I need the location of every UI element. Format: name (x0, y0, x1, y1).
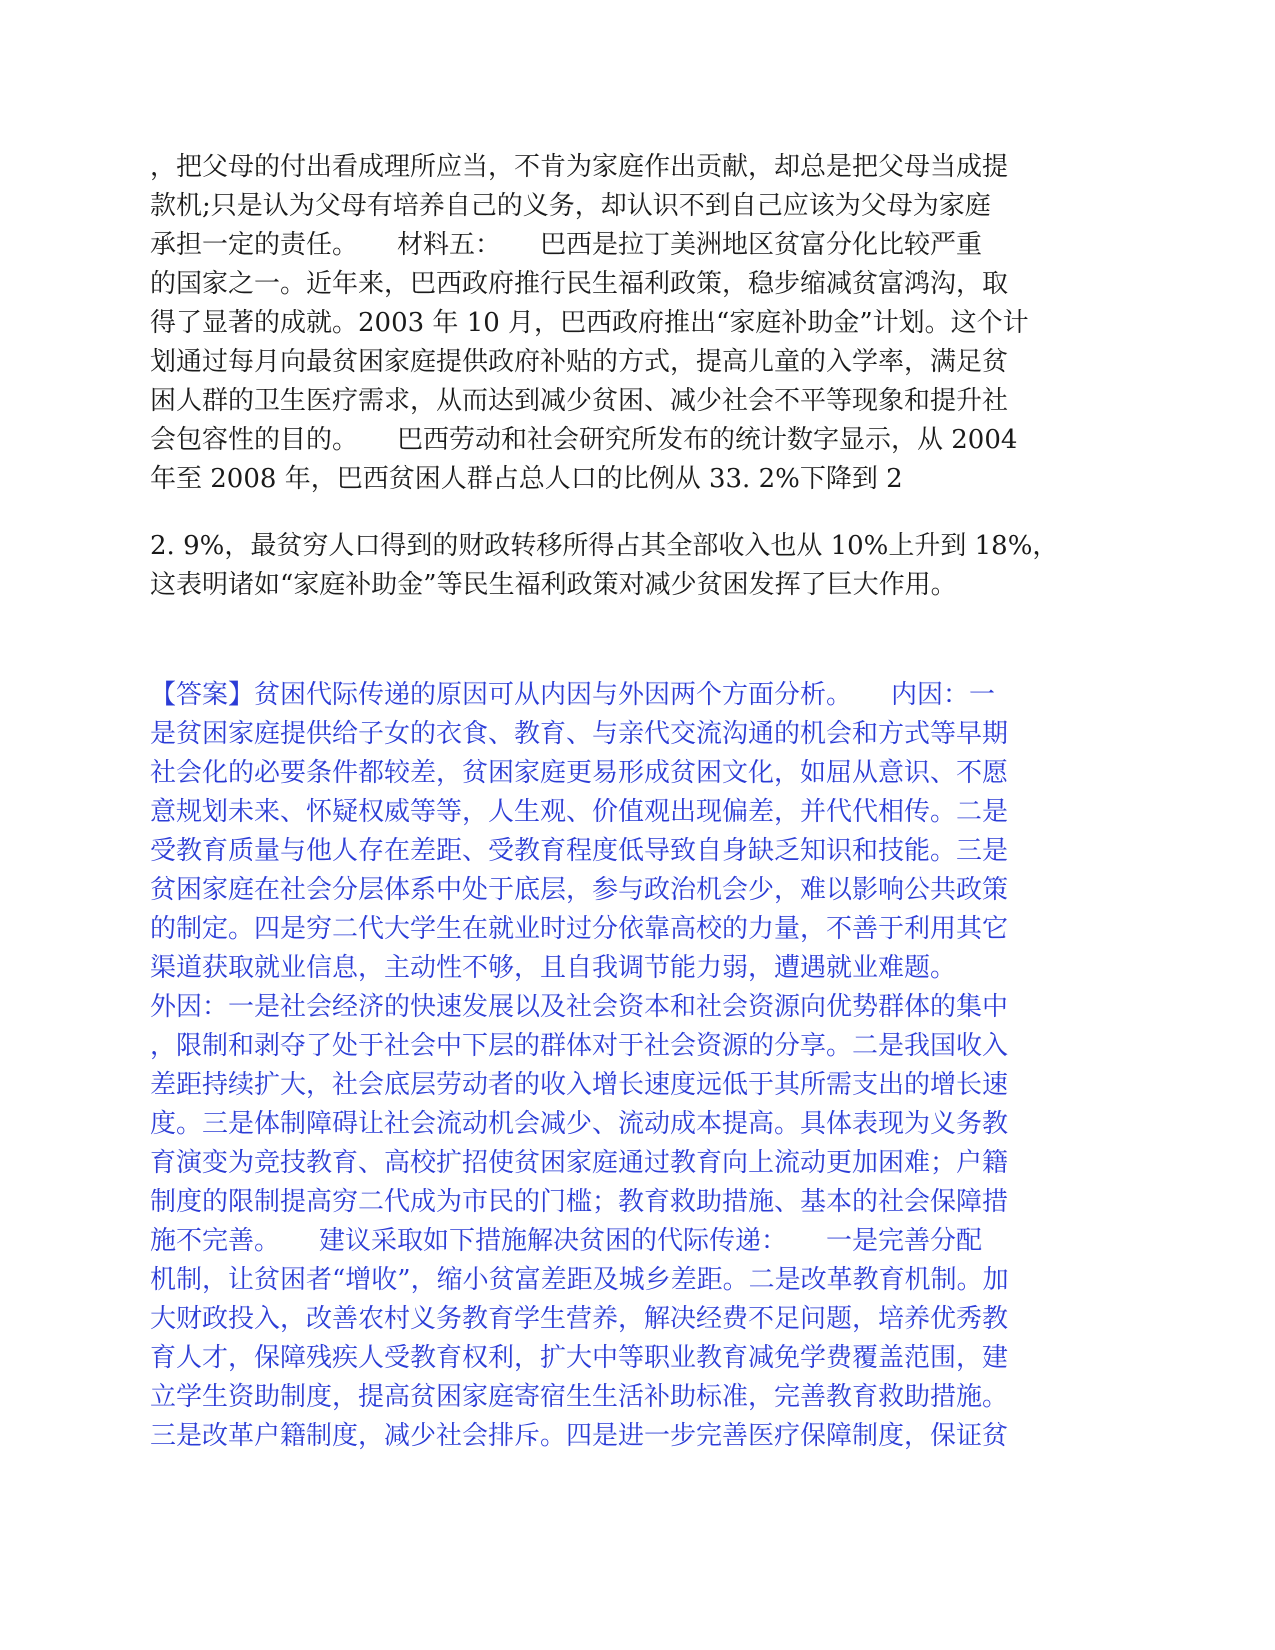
answer-line: 是贫困家庭提供给子女的衣食、教育、与亲代交流沟通的机会和方式等早期 (150, 719, 1009, 749)
material-line: 承担一定的责任。 材料五： 巴西是拉丁美洲地区贫富分化比较严重 (150, 230, 983, 260)
material-line: ，把父母的付出看成理所应当，不肯为家庭作出贡献，却总是把父母当成提 (150, 152, 1009, 182)
answer-line: 社会化的必要条件都较差，贫困家庭更易形成贫困文化，如屈从意识、不愿 (150, 758, 1009, 788)
answer-section (150, 676, 1130, 1456)
answer-line: 受教育质量与他人存在差距、受教育程度低导致自身缺乏知识和技能。三是 (150, 836, 1009, 866)
answer-line: 大财政投入，改善农村义务教育学生营养，解决经费不足问题，培养优秀教 (150, 1304, 1009, 1334)
material-line: 年至 2008 年，巴西贫困人群占总人口的比例从 33. 2%下降到 2 (150, 464, 903, 494)
answer-line: 的制定。四是穷二代大学生在就业时过分依靠高校的力量，不善于利用其它 (150, 914, 1009, 944)
answer-line: 渠道获取就业信息，主动性不够，且自我调节能力弱，遭遇就业难题。 (150, 953, 957, 983)
answer-line: 制度的限制提高穷二代成为市民的门槛；教育救助措施、基本的社会保障措 (150, 1187, 1009, 1217)
material-line: 2. 9%，最贫穷人口得到的财政转移所得占其全部收入也从 10%上升到 18%， (150, 531, 1059, 561)
answer-line: 贫困家庭在社会分层体系中处于底层，参与政治机会少，难以影响公共政策 (150, 875, 1009, 905)
answer-line: 度。三是体制障碍让社会流动机会减少、流动成本提高。具体表现为义务教 (150, 1109, 1009, 1139)
material-line: 会包容性的目的。 巴西劳动和社会研究所发布的统计数字显示，从 2004 (150, 425, 1018, 455)
material-passage (150, 148, 1130, 499)
material-line: 款机;只是认为父母有培养自己的义务，却认识不到自己应该为父母为家庭 (150, 191, 991, 221)
answer-line: 施不完善。 建议采取如下措施解决贫困的代际传递： 一是完善分配 (150, 1226, 983, 1256)
answer-line: 育演变为竞技教育、高校扩招使贫困家庭通过教育向上流动更加困难；户籍 (150, 1148, 1009, 1178)
answer-line: 育人才，保障残疾人受教育权利，扩大中等职业教育减免学费覆盖范围，建 (150, 1343, 1009, 1373)
material-passage-continued (150, 527, 1130, 605)
material-line: 这表明诸如“家庭补助金”等民生福利政策对减少贫困发挥了巨大作用。 (150, 570, 957, 600)
answer-line: ，限制和剥夺了处于社会中下层的群体对于社会资源的分享。二是我国收入 (150, 1031, 1009, 1061)
material-line: 划通过每月向最贫困家庭提供政府补贴的方式，提高儿童的入学率，满足贫 (150, 347, 1009, 377)
material-line: 的国家之一。近年来，巴西政府推行民生福利政策，稳步缩减贫富鸿沟，取 (150, 269, 1009, 299)
answer-line: 差距持续扩大，社会底层劳动者的收入增长速度远低于其所需支出的增长速 (150, 1070, 1009, 1100)
answer-line: 【答案】贫困代际传递的原因可从内因与外因两个方面分析。 内因：一 (150, 680, 996, 710)
answer-line: 立学生资助制度，提高贫困家庭寄宿生生活补助标准，完善教育救助措施。 (150, 1382, 1009, 1412)
answer-line: 机制，让贫困者“增收”，缩小贫富差距及城乡差距。二是改革教育机制。加 (150, 1265, 1009, 1295)
material-line: 得了显著的成就。2003 年 10 月，巴西政府推出“家庭补助金”计划。这个计 (150, 308, 1029, 338)
material-line: 困人群的卫生医疗需求，从而达到减少贫困、减少社会不平等现象和提升社 (150, 386, 1009, 416)
answer-line: 外因：一是社会经济的快速发展以及社会资本和社会资源向优势群体的集中 (150, 992, 1009, 1022)
answer-line: 意规划未来、怀疑权威等等，人生观、价值观出现偏差，并代代相传。二是 (150, 797, 1009, 827)
answer-line: 三是改革户籍制度，减少社会排斥。四是进一步完善医疗保障制度，保证贫 (150, 1421, 1009, 1451)
